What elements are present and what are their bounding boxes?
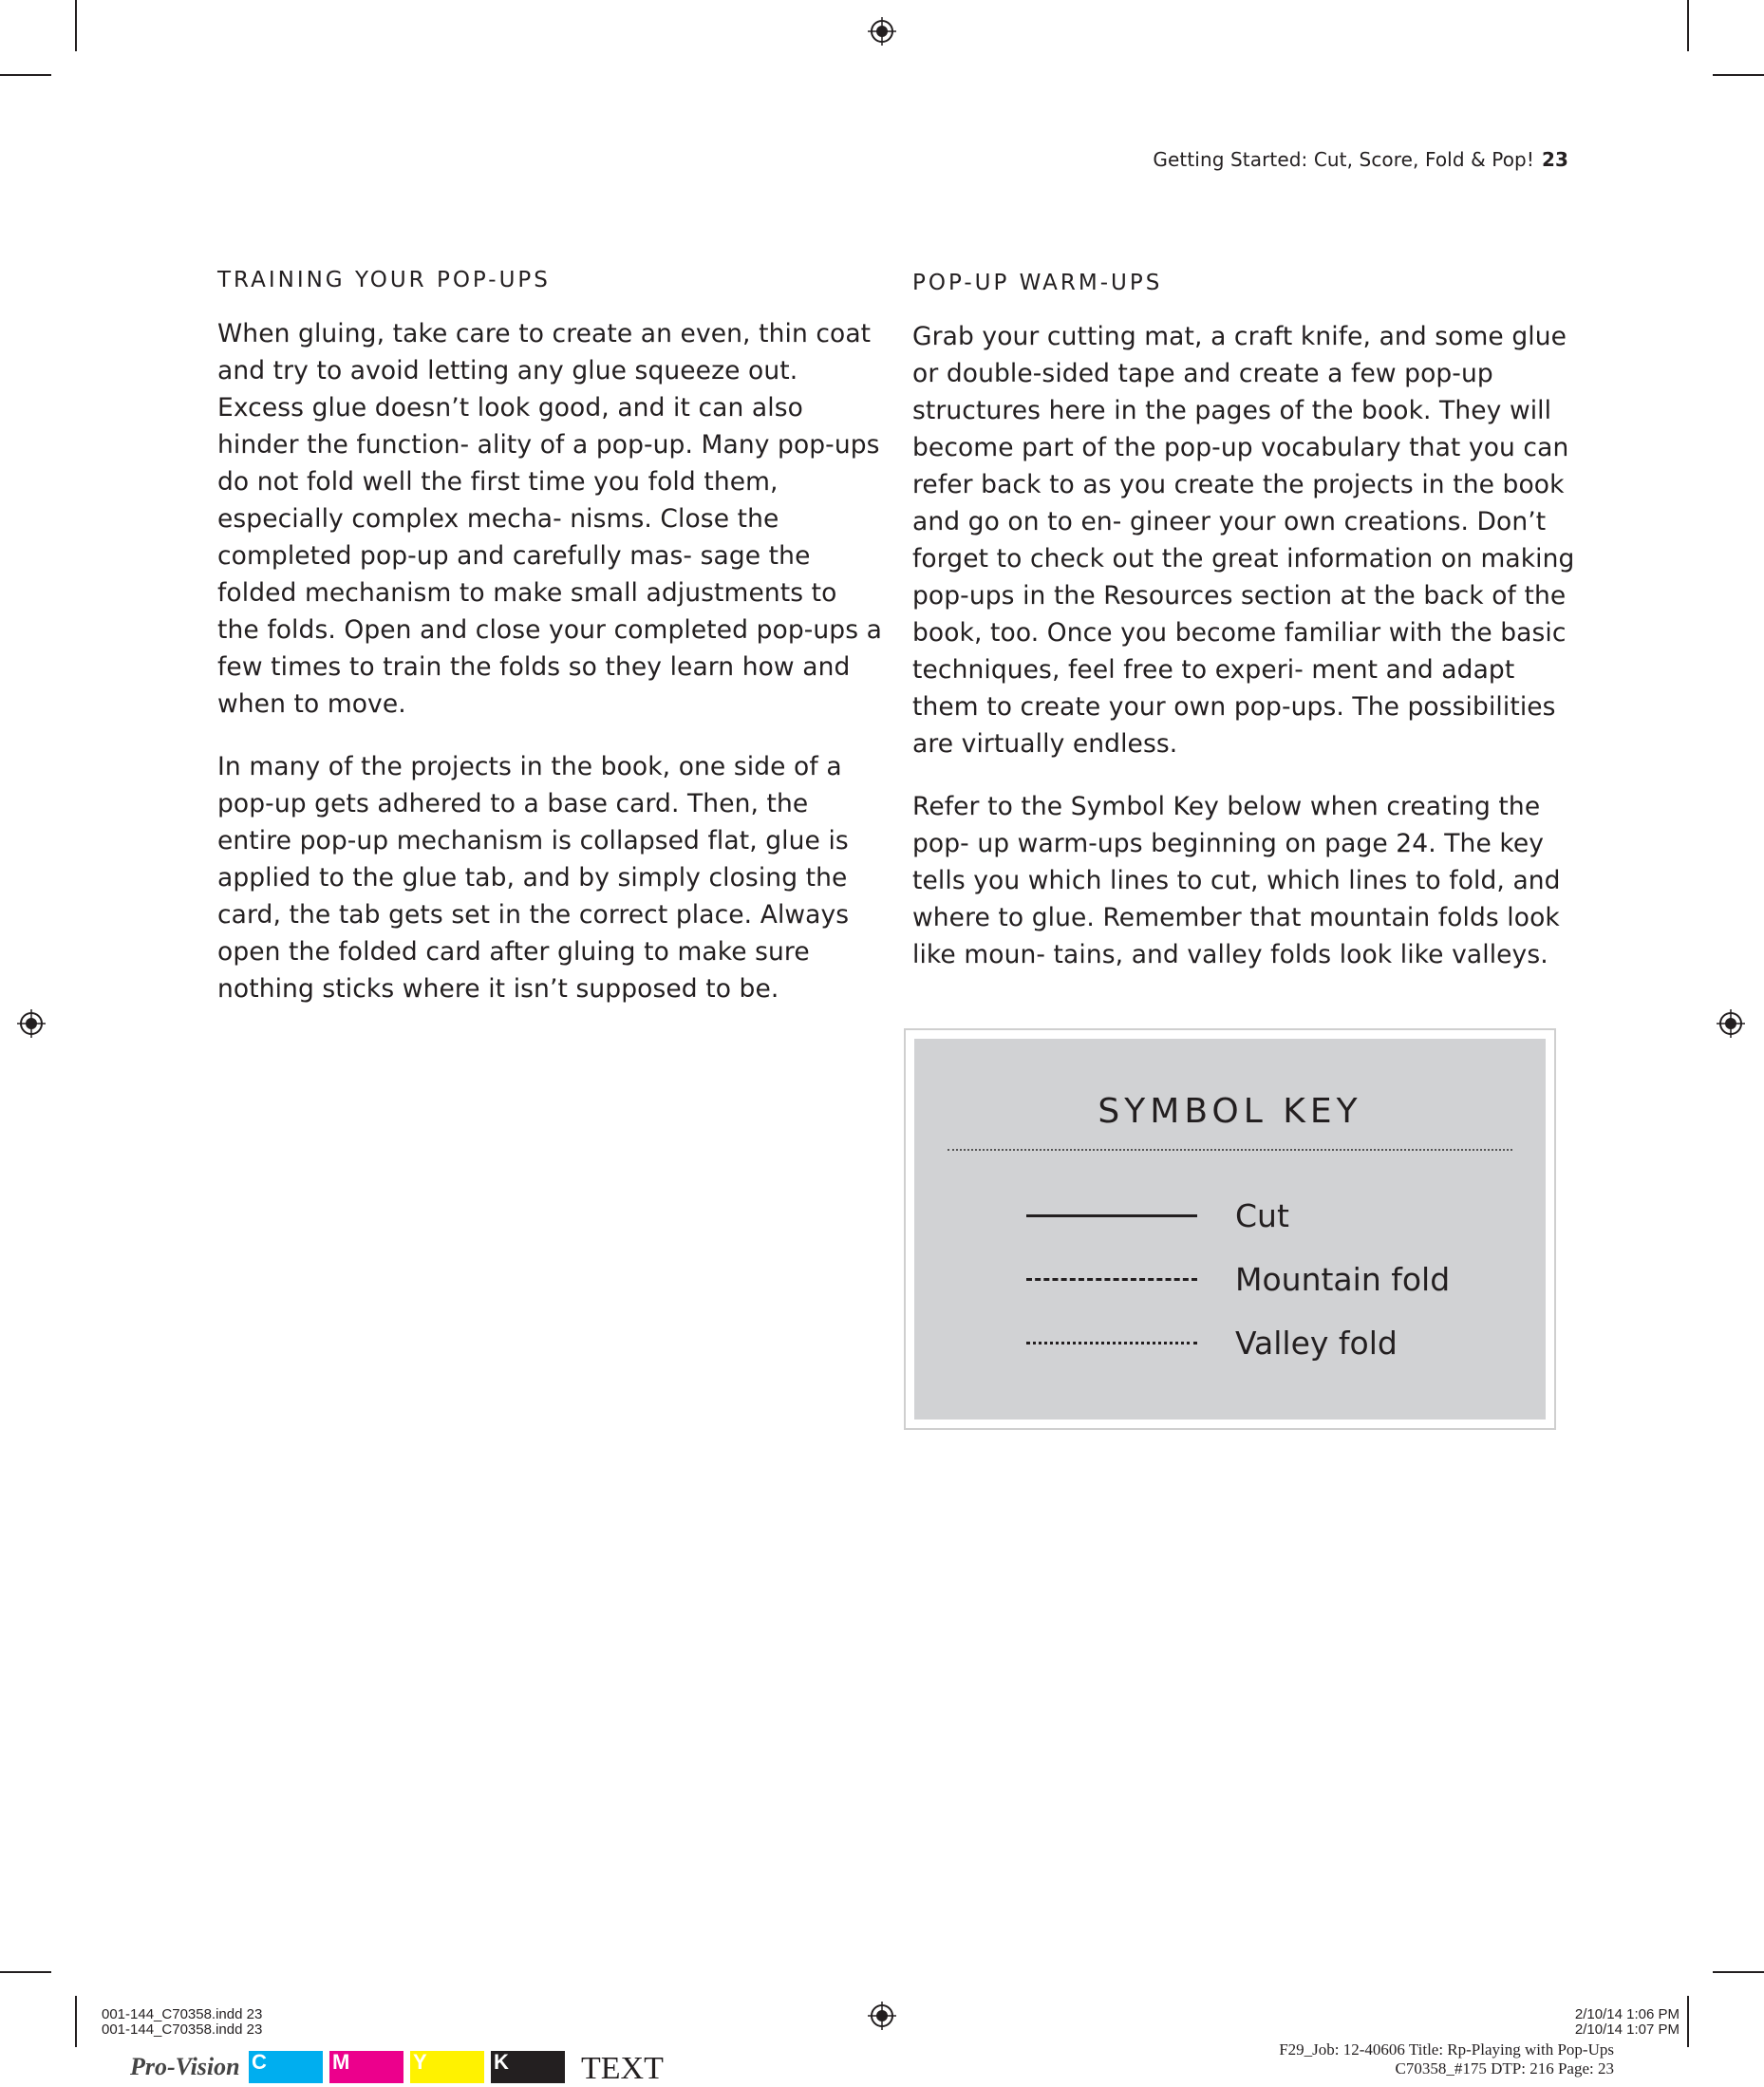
- right-column: [912, 271, 1577, 999]
- symbol-key-label: Valley fold: [1235, 1325, 1398, 1362]
- slug-file-info: [102, 2007, 262, 2038]
- text-plate-tag: TEXT: [581, 2051, 664, 2086]
- paragraph: Grab your cutting mat, a craft knife, and some glue or double-sided tape and create a few pop-up structures here in the pages of the book. They will become part of the pop-up vocabulary that you can refer back to as you create the projects in the book and go on to en- gineer your own creations. Don’t forget to check out the great information on making pop-ups in the Resources section at the back of the book, too. Once you become familiar with the basic techniques, feel free to experi- ment and adapt them to create your own pop-ups. The possibilities are virtually endless.: [912, 322, 1575, 759]
- crop-mark-top-left-horizontal: [0, 74, 51, 76]
- color-swatch-yellow: Y: [410, 2051, 484, 2083]
- slug-date-info: [1575, 2007, 1680, 2038]
- crop-mark-top-left-vertical: [75, 0, 77, 51]
- paragraph: Refer to the Symbol Key below when creating the pop- up warm-ups beginning on page 24. The key tells you which lines to cut, which lines to fold, and where to glue. Remember that mountain folds look like moun- tains, and valley folds look like valleys.: [912, 792, 1561, 969]
- dotted-line-icon: [1026, 1342, 1197, 1344]
- slug-date-line: 2/10/14 1:07 PM: [1574, 2021, 1680, 2038]
- symbol-key-label: Mountain fold: [1235, 1261, 1451, 1298]
- symbol-key-box: [904, 1028, 1556, 1430]
- paragraph: In many of the projects in the book, one side of a pop-up gets adhered to a base card. Then, the entire pop-up mechanism is collapsed flat, glue is applied to the glue tab, and by simply closing the card, the tab gets set in the correct place. Always open the folded card after gluing to make sure nothing sticks where it isn’t supposed to be.: [217, 752, 850, 1004]
- symbol-key-title: SYMBOL KEY: [1098, 1092, 1362, 1131]
- color-swatch-cyan: C: [249, 2051, 323, 2083]
- paragraph: When gluing, take care to create an even, thin coat and try to avoid letting any glue squeeze out. Excess glue doesn’t look good, and it can also hinder the function- ality of a pop-up. Many pop-ups do not fold well the first time you fold them, especially complex mecha- nisms. Close the completed pop-up and carefully mas- sage the folded mechanism to make small adjustments to the folds. Open and close your completed pop-ups a few times to train the folds so they learn how and when to move.: [217, 319, 882, 719]
- crop-mark-bottom-right-horizontal: [1713, 1971, 1764, 1973]
- registration-mark-icon: [868, 2002, 896, 2030]
- page-number: 23: [1541, 148, 1568, 171]
- dotted-divider: [948, 1149, 1512, 1151]
- crop-mark-bottom-left-horizontal: [0, 1971, 51, 1973]
- left-column: [217, 268, 882, 1033]
- slug-job-line: F29_Job: 12-40606 Title: Rp-Playing with Pop-Ups: [1279, 2040, 1614, 2059]
- pro-vision-logo: Pro-Vision: [130, 2053, 240, 2080]
- slug-date-line: 2/10/14 1:06 PM: [1574, 2006, 1680, 2022]
- slug-file-line: 001-144_C70358.indd 23: [102, 2021, 263, 2038]
- running-head-title: Getting Started: Cut, Score, Fold & Pop!: [1153, 148, 1534, 171]
- symbol-key-label: Cut: [1235, 1197, 1289, 1234]
- crop-mark-top-right-horizontal: [1713, 74, 1764, 76]
- symbol-key-panel: [914, 1039, 1546, 1420]
- section-heading-warm-ups: POP-UP WARM-UPS: [912, 271, 1163, 295]
- dashed-line-icon: [1026, 1278, 1197, 1281]
- color-swatch-magenta: M: [329, 2051, 403, 2083]
- running-head: [1153, 148, 1568, 171]
- registration-mark-icon: [17, 1009, 46, 1038]
- registration-mark-icon: [868, 17, 896, 46]
- solid-line-icon: [1026, 1214, 1197, 1217]
- slug-file-line: 001-144_C70358.indd 23: [102, 2006, 263, 2022]
- registration-mark-icon: [1717, 1009, 1745, 1038]
- color-swatch-black: K: [491, 2051, 565, 2083]
- slug-job-info: [1279, 2040, 1614, 2078]
- crop-mark-bottom-right-vertical: [1687, 1996, 1689, 2047]
- symbol-key-row-cut: [1026, 1197, 1520, 1235]
- section-heading-training: TRAINING YOUR POP-UPS: [217, 268, 551, 292]
- crop-mark-bottom-left-vertical: [75, 1996, 77, 2047]
- symbol-key-row-valley-fold: [1026, 1325, 1520, 1363]
- symbol-key-row-mountain-fold: [1026, 1261, 1520, 1299]
- slug-job-line: C70358_#175 DTP: 216 Page: 23: [1395, 2059, 1614, 2078]
- crop-mark-top-right-vertical: [1687, 0, 1689, 51]
